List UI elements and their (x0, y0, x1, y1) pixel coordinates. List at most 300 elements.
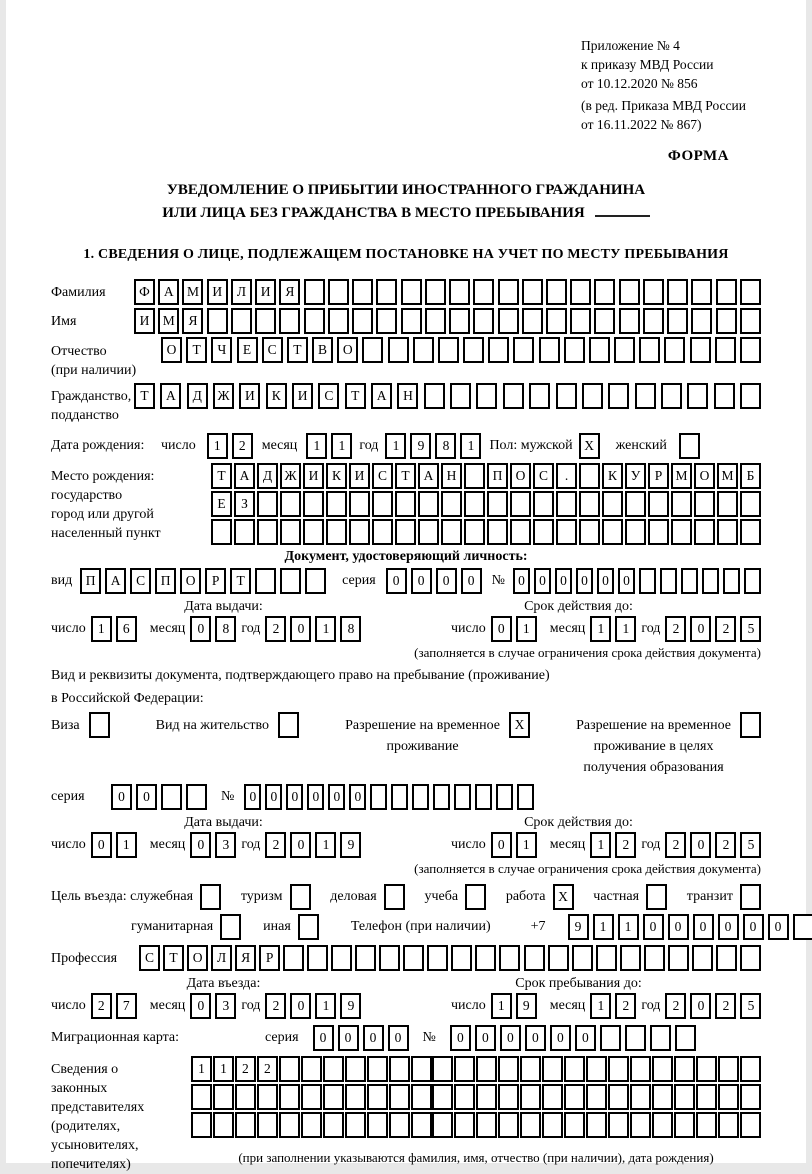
purpose-study-checkbox[interactable] (465, 884, 486, 910)
char-box[interactable] (533, 491, 554, 517)
char-box[interactable] (513, 337, 534, 363)
char-box[interactable] (304, 279, 325, 305)
char-box[interactable]: 0 (91, 832, 112, 858)
char-box[interactable]: 1 (615, 616, 636, 642)
char-box[interactable]: Т (211, 463, 232, 489)
char-box[interactable] (476, 1056, 497, 1082)
char-box[interactable]: Л (211, 945, 232, 971)
char-box[interactable] (564, 337, 585, 363)
char-box[interactable] (411, 1112, 432, 1138)
char-box[interactable] (639, 337, 660, 363)
char-box[interactable]: М (671, 463, 692, 489)
char-box[interactable] (510, 491, 531, 517)
char-box[interactable]: 0 (491, 832, 512, 858)
char-box[interactable]: Е (211, 491, 232, 517)
char-box[interactable] (564, 1056, 585, 1082)
char-box[interactable]: 1 (590, 616, 611, 642)
char-box[interactable] (608, 383, 629, 409)
char-box[interactable]: 7 (116, 993, 137, 1019)
char-box[interactable]: Д (257, 463, 278, 489)
char-box[interactable]: 0 (338, 1025, 359, 1051)
char-box[interactable]: 0 (534, 568, 551, 594)
char-box[interactable] (370, 784, 387, 810)
char-box[interactable] (667, 308, 688, 334)
char-box[interactable] (630, 1084, 651, 1110)
char-box[interactable]: 1 (207, 433, 228, 459)
char-box[interactable]: 1 (385, 433, 406, 459)
char-box[interactable] (476, 1112, 497, 1138)
char-box[interactable]: К (266, 383, 287, 409)
char-box[interactable] (517, 784, 534, 810)
char-box[interactable] (630, 1056, 651, 1082)
char-box[interactable]: О (187, 945, 208, 971)
char-box[interactable] (520, 1084, 541, 1110)
char-box[interactable]: 1 (116, 832, 137, 858)
char-box[interactable] (579, 491, 600, 517)
char-box[interactable]: А (371, 383, 392, 409)
char-box[interactable] (355, 945, 376, 971)
purpose-transit-checkbox[interactable] (740, 884, 761, 910)
char-box[interactable] (740, 383, 761, 409)
char-box[interactable] (564, 1084, 585, 1110)
char-box[interactable] (643, 279, 664, 305)
char-box[interactable] (418, 519, 439, 545)
char-box[interactable] (450, 383, 471, 409)
char-box[interactable] (303, 491, 324, 517)
char-box[interactable]: 1 (491, 993, 512, 1019)
char-box[interactable] (594, 279, 615, 305)
purpose-business-checkbox[interactable] (384, 884, 405, 910)
char-box[interactable]: И (292, 383, 313, 409)
char-box[interactable] (498, 308, 519, 334)
char-box[interactable] (279, 1084, 300, 1110)
char-box[interactable]: Е (237, 337, 258, 363)
char-box[interactable] (432, 1056, 453, 1082)
char-box[interactable]: Л (231, 279, 252, 305)
char-box[interactable]: Т (287, 337, 308, 363)
char-box[interactable] (376, 279, 397, 305)
char-box[interactable] (614, 337, 635, 363)
char-box[interactable] (600, 1025, 621, 1051)
char-box[interactable]: 0 (386, 568, 407, 594)
char-box[interactable]: С (533, 463, 554, 489)
char-box[interactable] (323, 1112, 344, 1138)
char-box[interactable]: 0 (190, 832, 211, 858)
char-box[interactable]: Р (205, 568, 226, 594)
char-box[interactable] (473, 308, 494, 334)
char-box[interactable]: М (158, 308, 179, 334)
char-box[interactable] (694, 519, 715, 545)
purpose-work-checkbox[interactable]: X (553, 884, 574, 910)
char-box[interactable] (454, 784, 471, 810)
char-box[interactable]: А (158, 279, 179, 305)
char-box[interactable]: И (239, 383, 260, 409)
char-box[interactable] (681, 568, 698, 594)
char-box[interactable]: 5 (740, 616, 761, 642)
char-box[interactable]: 0 (349, 784, 366, 810)
char-box[interactable] (345, 1056, 366, 1082)
char-box[interactable] (718, 1056, 739, 1082)
char-box[interactable] (427, 945, 448, 971)
char-box[interactable] (367, 1084, 388, 1110)
char-box[interactable]: 0 (555, 568, 572, 594)
char-box[interactable]: О (510, 463, 531, 489)
char-box[interactable] (412, 784, 429, 810)
char-box[interactable]: 2 (665, 616, 686, 642)
char-box[interactable] (696, 1084, 717, 1110)
char-box[interactable] (389, 1112, 410, 1138)
char-box[interactable]: Т (163, 945, 184, 971)
char-box[interactable] (740, 1056, 761, 1082)
char-box[interactable]: 0 (328, 784, 345, 810)
char-box[interactable] (716, 308, 737, 334)
char-box[interactable]: Ч (211, 337, 232, 363)
char-box[interactable]: О (161, 337, 182, 363)
temp-residence-edu-checkbox[interactable] (740, 712, 761, 738)
char-box[interactable]: 0 (643, 914, 664, 940)
residence-permit-checkbox[interactable] (278, 712, 299, 738)
char-box[interactable] (191, 1084, 212, 1110)
char-box[interactable] (674, 1084, 695, 1110)
char-box[interactable] (257, 1112, 278, 1138)
char-box[interactable]: Я (182, 308, 203, 334)
char-box[interactable]: 2 (91, 993, 112, 1019)
char-box[interactable]: 0 (313, 1025, 334, 1051)
char-box[interactable] (691, 308, 712, 334)
char-box[interactable] (740, 1084, 761, 1110)
char-box[interactable] (589, 337, 610, 363)
char-box[interactable] (570, 308, 591, 334)
char-box[interactable] (579, 519, 600, 545)
char-box[interactable] (660, 568, 677, 594)
char-box[interactable]: 2 (265, 616, 286, 642)
char-box[interactable]: 1 (516, 616, 537, 642)
char-box[interactable] (213, 1112, 234, 1138)
char-box[interactable] (186, 784, 207, 810)
char-box[interactable] (391, 784, 408, 810)
char-box[interactable] (449, 279, 470, 305)
char-box[interactable] (372, 491, 393, 517)
char-box[interactable]: 0 (307, 784, 324, 810)
char-box[interactable]: 1 (91, 616, 112, 642)
char-box[interactable] (411, 1084, 432, 1110)
char-box[interactable]: П (487, 463, 508, 489)
char-box[interactable] (542, 1056, 563, 1082)
char-box[interactable]: И (303, 463, 324, 489)
purpose-official-checkbox[interactable] (200, 884, 221, 910)
char-box[interactable]: И (255, 279, 276, 305)
char-box[interactable] (301, 1056, 322, 1082)
char-box[interactable] (542, 1112, 563, 1138)
char-box[interactable]: 0 (290, 832, 311, 858)
char-box[interactable] (379, 945, 400, 971)
char-box[interactable] (438, 337, 459, 363)
char-box[interactable] (696, 1112, 717, 1138)
char-box[interactable] (231, 308, 252, 334)
char-box[interactable] (323, 1084, 344, 1110)
char-box[interactable]: 9 (340, 832, 361, 858)
char-box[interactable] (717, 491, 738, 517)
char-box[interactable]: Д (187, 383, 208, 409)
char-box[interactable]: 1 (191, 1056, 212, 1082)
purpose-other-checkbox[interactable] (298, 914, 319, 940)
char-box[interactable] (234, 519, 255, 545)
char-box[interactable] (411, 1056, 432, 1082)
char-box[interactable] (283, 945, 304, 971)
char-box[interactable] (257, 491, 278, 517)
char-box[interactable]: 0 (475, 1025, 496, 1051)
char-box[interactable]: К (602, 463, 623, 489)
char-box[interactable]: 0 (286, 784, 303, 810)
char-box[interactable]: О (180, 568, 201, 594)
char-box[interactable] (475, 784, 492, 810)
char-box[interactable]: 0 (136, 784, 157, 810)
char-box[interactable] (362, 337, 383, 363)
char-box[interactable]: 0 (575, 1025, 596, 1051)
char-box[interactable]: 2 (665, 832, 686, 858)
char-box[interactable] (664, 337, 685, 363)
char-box[interactable] (630, 1112, 651, 1138)
char-box[interactable]: 0 (768, 914, 789, 940)
char-box[interactable] (464, 491, 485, 517)
char-box[interactable] (376, 308, 397, 334)
char-box[interactable] (667, 279, 688, 305)
char-box[interactable]: Я (235, 945, 256, 971)
char-box[interactable]: 5 (740, 993, 761, 1019)
char-box[interactable] (542, 1084, 563, 1110)
char-box[interactable]: Б (740, 463, 761, 489)
char-box[interactable] (740, 1112, 761, 1138)
char-box[interactable]: 1 (618, 914, 639, 940)
char-box[interactable] (301, 1112, 322, 1138)
char-box[interactable] (235, 1112, 256, 1138)
char-box[interactable]: З (234, 491, 255, 517)
char-box[interactable] (279, 308, 300, 334)
char-box[interactable]: 0 (491, 616, 512, 642)
char-box[interactable]: Ф (134, 279, 155, 305)
char-box[interactable] (487, 491, 508, 517)
char-box[interactable] (718, 1084, 739, 1110)
char-box[interactable]: 0 (111, 784, 132, 810)
char-box[interactable] (522, 308, 543, 334)
char-box[interactable]: 0 (550, 1025, 571, 1051)
char-box[interactable] (454, 1084, 475, 1110)
char-box[interactable]: 1 (213, 1056, 234, 1082)
char-box[interactable] (717, 519, 738, 545)
char-box[interactable] (691, 279, 712, 305)
char-box[interactable]: Т (134, 383, 155, 409)
char-box[interactable] (582, 383, 603, 409)
char-box[interactable] (556, 383, 577, 409)
char-box[interactable]: У (625, 463, 646, 489)
char-box[interactable] (564, 1112, 585, 1138)
char-box[interactable] (644, 945, 665, 971)
char-box[interactable]: Н (441, 463, 462, 489)
char-box[interactable] (345, 1084, 366, 1110)
char-box[interactable] (401, 308, 422, 334)
char-box[interactable] (279, 1056, 300, 1082)
char-box[interactable]: Ж (280, 463, 301, 489)
char-box[interactable] (620, 945, 641, 971)
char-box[interactable] (674, 1056, 695, 1082)
char-box[interactable] (586, 1112, 607, 1138)
char-box[interactable]: 0 (411, 568, 432, 594)
char-box[interactable]: И (349, 463, 370, 489)
char-box[interactable]: Т (230, 568, 251, 594)
char-box[interactable] (608, 1112, 629, 1138)
char-box[interactable]: 1 (331, 433, 352, 459)
char-box[interactable]: 0 (668, 914, 689, 940)
char-box[interactable] (424, 383, 445, 409)
char-box[interactable]: 0 (618, 568, 635, 594)
char-box[interactable] (740, 945, 761, 971)
char-box[interactable]: С (139, 945, 160, 971)
char-box[interactable]: 0 (576, 568, 593, 594)
char-box[interactable] (475, 945, 496, 971)
char-box[interactable]: 2 (265, 993, 286, 1019)
char-box[interactable] (305, 568, 326, 594)
char-box[interactable] (608, 1084, 629, 1110)
char-box[interactable] (425, 279, 446, 305)
char-box[interactable] (432, 1084, 453, 1110)
char-box[interactable] (692, 945, 713, 971)
char-box[interactable] (548, 945, 569, 971)
char-box[interactable] (389, 1056, 410, 1082)
char-box[interactable] (539, 337, 560, 363)
char-box[interactable]: 0 (450, 1025, 471, 1051)
char-box[interactable] (307, 945, 328, 971)
char-box[interactable] (687, 383, 708, 409)
char-box[interactable]: 0 (597, 568, 614, 594)
char-box[interactable] (619, 279, 640, 305)
char-box[interactable] (602, 491, 623, 517)
char-box[interactable]: 0 (290, 993, 311, 1019)
char-box[interactable] (441, 491, 462, 517)
char-box[interactable]: 2 (615, 993, 636, 1019)
char-box[interactable] (586, 1084, 607, 1110)
char-box[interactable] (608, 1056, 629, 1082)
char-box[interactable]: 2 (665, 993, 686, 1019)
char-box[interactable] (487, 519, 508, 545)
char-box[interactable]: 0 (190, 616, 211, 642)
char-box[interactable] (650, 1025, 671, 1051)
char-box[interactable]: Я (279, 279, 300, 305)
char-box[interactable] (625, 1025, 646, 1051)
char-box[interactable] (388, 337, 409, 363)
char-box[interactable]: 1 (315, 993, 336, 1019)
char-box[interactable] (473, 279, 494, 305)
char-box[interactable]: О (337, 337, 358, 363)
char-box[interactable] (441, 519, 462, 545)
char-box[interactable]: Т (345, 383, 366, 409)
char-box[interactable] (579, 463, 600, 489)
char-box[interactable] (648, 519, 669, 545)
char-box[interactable] (723, 568, 740, 594)
char-box[interactable] (740, 519, 761, 545)
char-box[interactable] (529, 383, 550, 409)
char-box[interactable] (694, 491, 715, 517)
char-box[interactable]: А (234, 463, 255, 489)
char-box[interactable]: 2 (257, 1056, 278, 1082)
char-box[interactable]: 6 (116, 616, 137, 642)
char-box[interactable] (546, 308, 567, 334)
char-box[interactable] (716, 279, 737, 305)
char-box[interactable]: 0 (190, 993, 211, 1019)
char-box[interactable] (740, 491, 761, 517)
char-box[interactable] (280, 568, 301, 594)
char-box[interactable]: 1 (593, 914, 614, 940)
char-box[interactable] (372, 519, 393, 545)
char-box[interactable] (740, 337, 761, 363)
char-box[interactable] (546, 279, 567, 305)
char-box[interactable] (433, 784, 450, 810)
char-box[interactable] (648, 491, 669, 517)
char-box[interactable]: 2 (265, 832, 286, 858)
char-box[interactable]: 1 (460, 433, 481, 459)
char-box[interactable] (349, 519, 370, 545)
char-box[interactable] (498, 1084, 519, 1110)
char-box[interactable] (301, 1084, 322, 1110)
char-box[interactable]: И (207, 279, 228, 305)
char-box[interactable] (602, 519, 623, 545)
char-box[interactable]: 0 (436, 568, 457, 594)
char-box[interactable]: Ж (213, 383, 234, 409)
temp-residence-checkbox[interactable]: X (509, 712, 530, 738)
char-box[interactable] (570, 279, 591, 305)
char-box[interactable] (714, 383, 735, 409)
visa-checkbox[interactable] (89, 712, 110, 738)
char-box[interactable] (510, 519, 531, 545)
char-box[interactable] (257, 1084, 278, 1110)
char-box[interactable]: 0 (363, 1025, 384, 1051)
char-box[interactable] (476, 1084, 497, 1110)
char-box[interactable] (793, 914, 812, 940)
char-box[interactable] (326, 491, 347, 517)
char-box[interactable]: 0 (743, 914, 764, 940)
char-box[interactable]: 2 (232, 433, 253, 459)
char-box[interactable] (643, 308, 664, 334)
char-box[interactable] (715, 337, 736, 363)
purpose-tourism-checkbox[interactable] (290, 884, 311, 910)
char-box[interactable]: 0 (690, 616, 711, 642)
char-box[interactable]: Т (395, 463, 416, 489)
char-box[interactable] (488, 337, 509, 363)
char-box[interactable] (451, 945, 472, 971)
sex-male-checkbox[interactable]: X (579, 433, 600, 459)
char-box[interactable]: 0 (461, 568, 482, 594)
char-box[interactable] (702, 568, 719, 594)
char-box[interactable] (449, 308, 470, 334)
char-box[interactable]: 0 (388, 1025, 409, 1051)
char-box[interactable] (522, 279, 543, 305)
char-box[interactable] (345, 1112, 366, 1138)
char-box[interactable] (503, 383, 524, 409)
char-box[interactable] (696, 1056, 717, 1082)
purpose-private-checkbox[interactable] (646, 884, 667, 910)
char-box[interactable] (690, 337, 711, 363)
char-box[interactable] (744, 568, 761, 594)
char-box[interactable] (556, 491, 577, 517)
char-box[interactable] (524, 945, 545, 971)
char-box[interactable] (464, 519, 485, 545)
char-box[interactable] (454, 1112, 475, 1138)
char-box[interactable]: С (130, 568, 151, 594)
char-box[interactable] (671, 519, 692, 545)
char-box[interactable]: А (105, 568, 126, 594)
char-box[interactable]: 8 (435, 433, 456, 459)
char-box[interactable]: 9 (340, 993, 361, 1019)
char-box[interactable] (594, 308, 615, 334)
